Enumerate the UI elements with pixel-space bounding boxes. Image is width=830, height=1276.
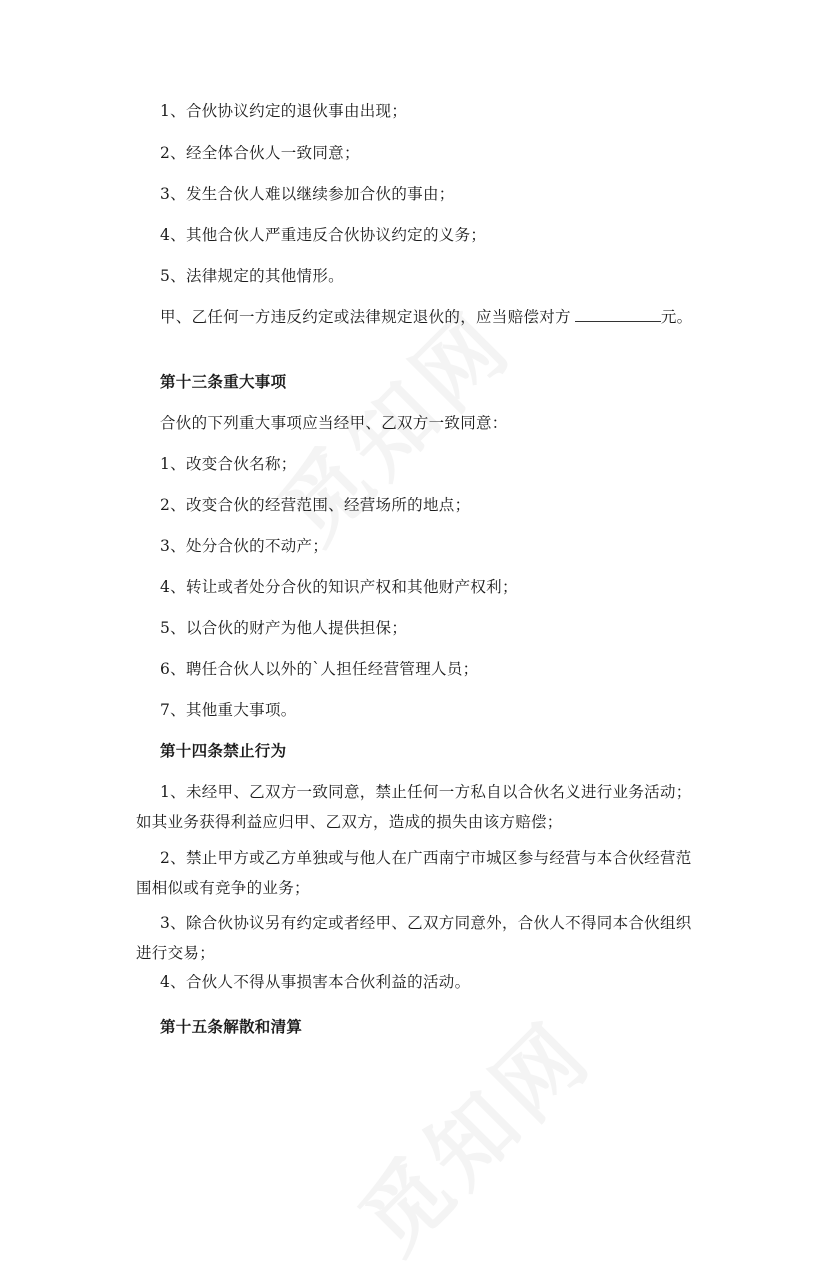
article-13-item-7: 7、其他重大事项。 bbox=[160, 701, 297, 719]
article-13-item-3: 3、处分合伙的不动产； bbox=[160, 537, 329, 555]
withdrawal-item-5: 5、法律规定的其他情形。 bbox=[160, 267, 344, 285]
watermark bbox=[327, 988, 614, 1275]
article-14-item-1: 1、未经甲、乙双方一致同意，禁止任何一方私自以合伙名义进行业务活动；如其业务获得利益应归甲、乙双方，造成的损失由该方赔偿； bbox=[136, 783, 692, 831]
article-13-item-2: 2、改变合伙的经营范围、经营场所的地点； bbox=[160, 496, 471, 514]
article-14-item-3: 3、除合伙协议另有约定或者经甲、乙双方同意外，合伙人不得同本合伙组织进行交易； bbox=[136, 914, 692, 962]
withdrawal-item-2: 2、经全体合伙人一致同意； bbox=[160, 144, 360, 162]
amount-blank bbox=[575, 307, 661, 322]
article-14-item-2: 2、禁止甲方或乙方单独或与他人在广西南宁市城区参与经营与本合伙经营范围相似或有竞争的业务； bbox=[136, 849, 692, 897]
article-15-title: 第十五条解散和清算 bbox=[160, 1017, 303, 1036]
compensation-text: 甲、乙任何一方违反约定或法律规定退伙的，应当赔偿对方 bbox=[160, 308, 571, 326]
article-13-title: 第十三条重大事项 bbox=[160, 372, 287, 391]
withdrawal-item-4: 4、其他合伙人严重违反合伙协议约定的义务； bbox=[160, 226, 487, 244]
compensation-unit: 元。 bbox=[660, 308, 693, 326]
withdrawal-item-1: 1、合伙协议约定的退伙事由出现； bbox=[160, 102, 408, 120]
article-13-item-5: 5、以合伙的财产为他人提供担保； bbox=[160, 619, 408, 637]
article-13-item-4: 4、转让或者处分合伙的知识产权和其他财产权利； bbox=[160, 578, 518, 596]
article-13-item-6: 6、聘任合伙人以外的`人担任经营管理人员； bbox=[160, 660, 479, 678]
article-14-title: 第十四条禁止行为 bbox=[160, 741, 287, 760]
article-13-item-1: 1、改变合伙名称； bbox=[160, 455, 297, 473]
article-14-item-4: 4、合伙人不得从事损害本合伙利益的活动。 bbox=[160, 973, 471, 991]
compensation-clause bbox=[136, 302, 696, 332]
article-13-intro: 合伙的下列重大事项应当经甲、乙双方一致同意： bbox=[160, 414, 508, 432]
withdrawal-item-3: 3、发生合伙人难以继续参加合伙的事由； bbox=[160, 185, 455, 203]
